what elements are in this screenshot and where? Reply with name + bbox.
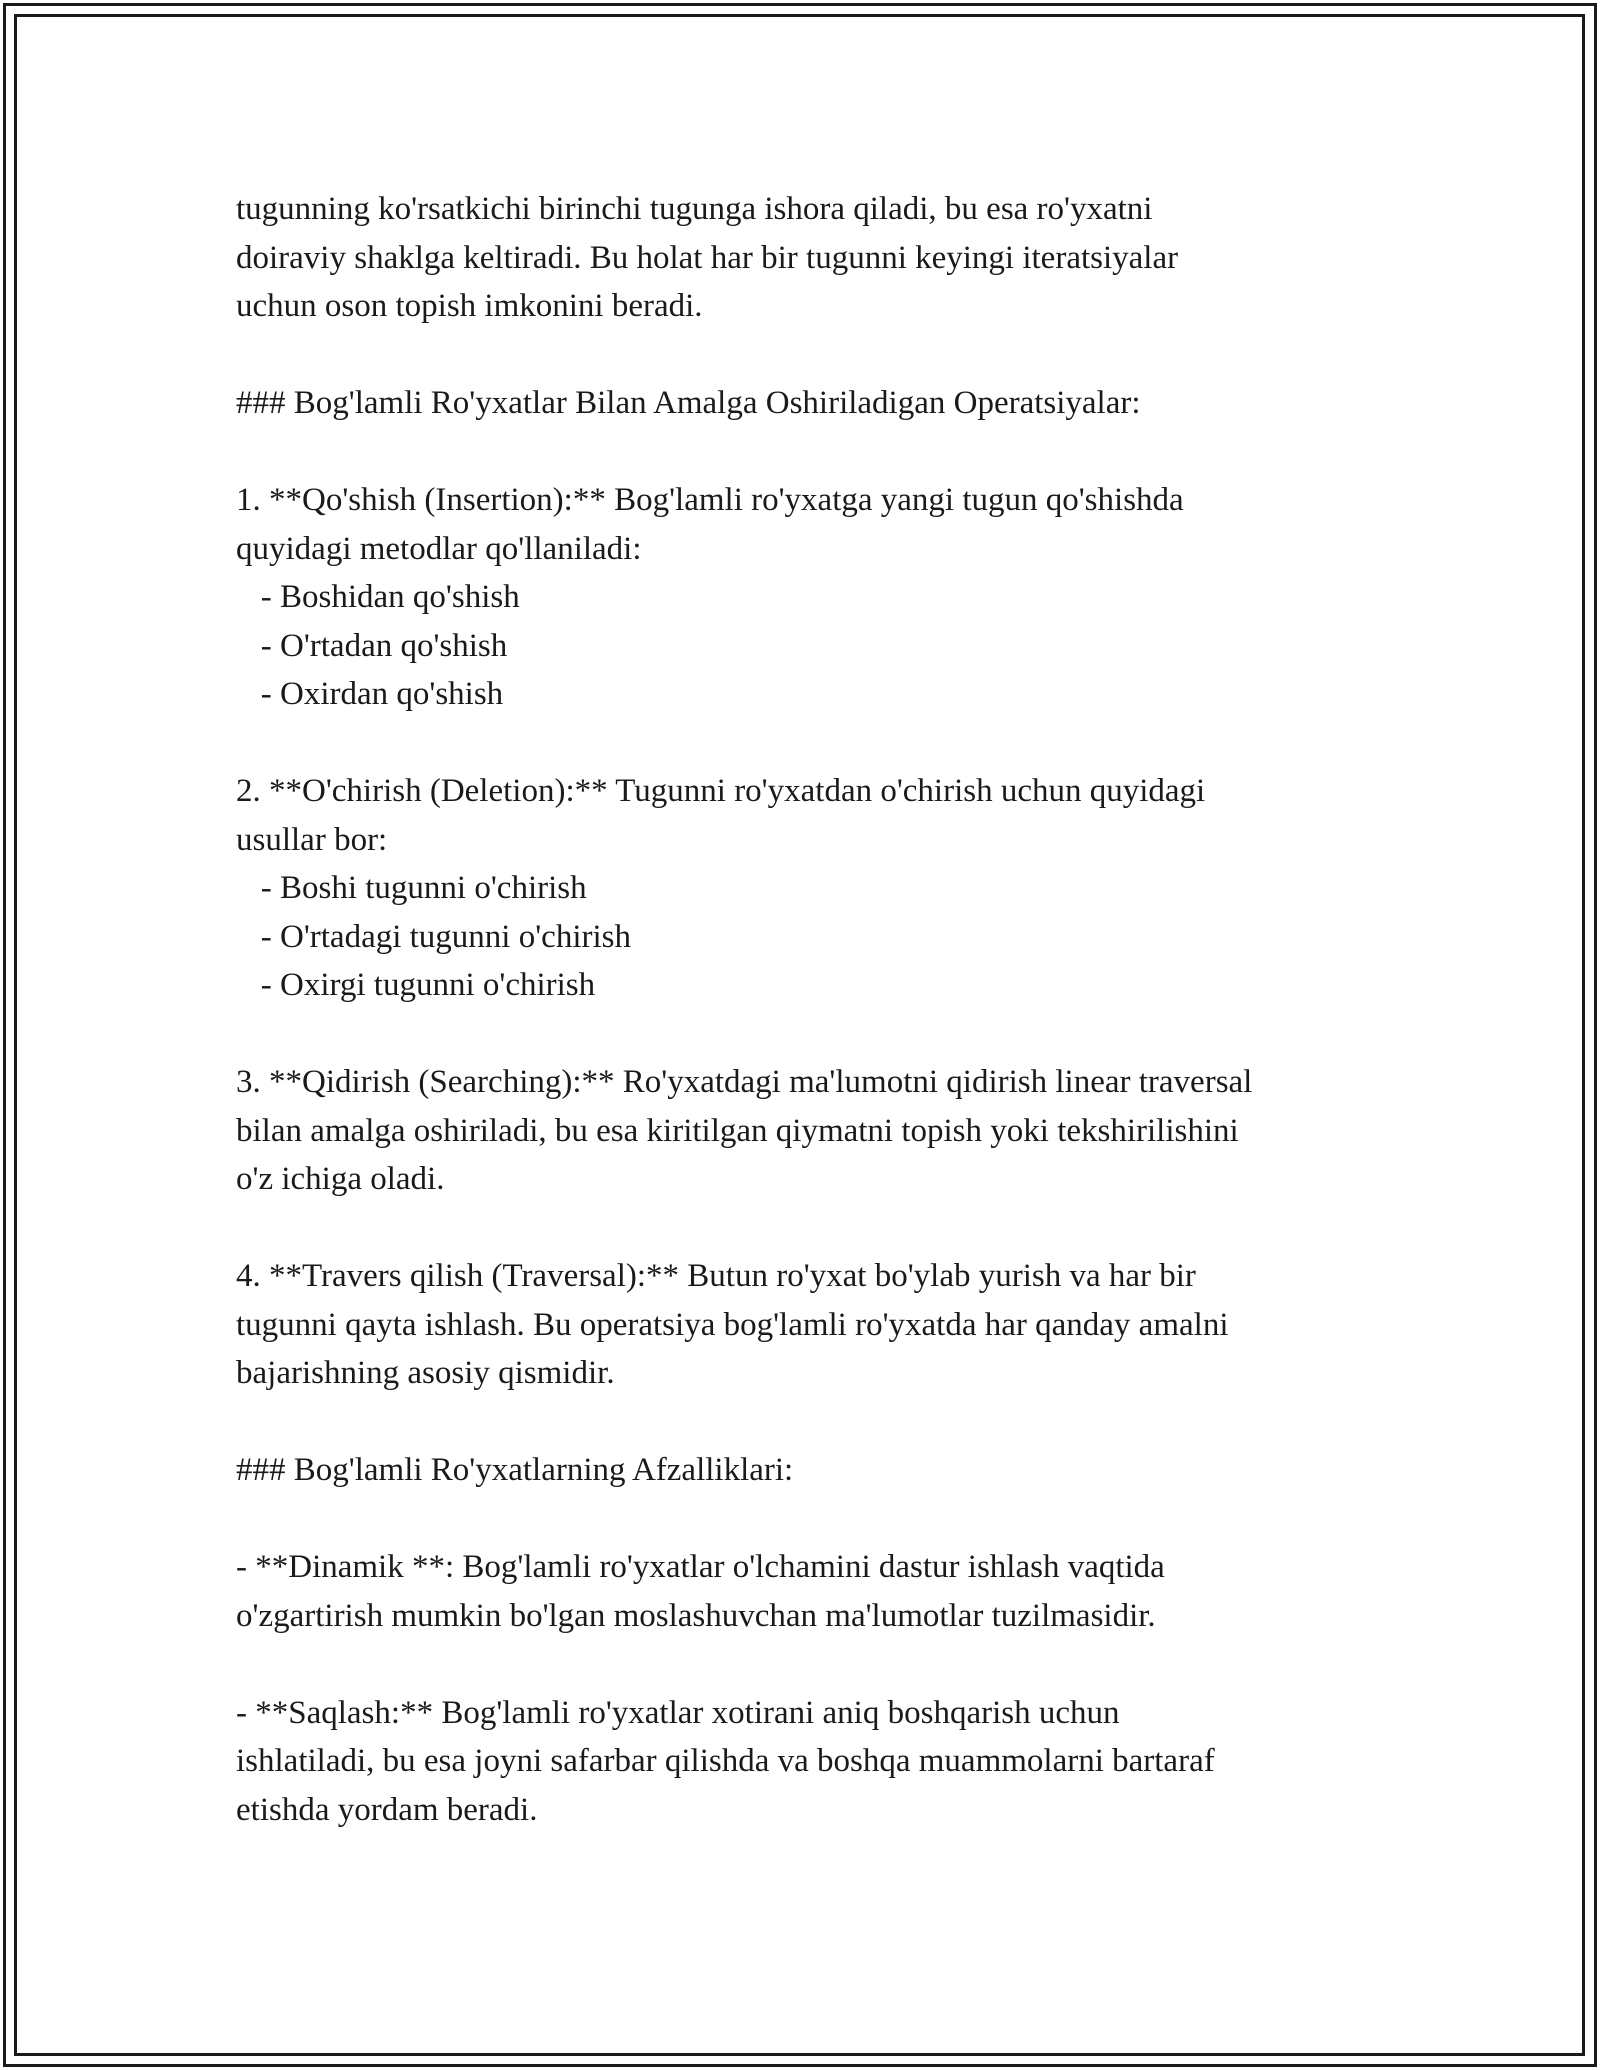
advantage-storage bbox=[236, 1689, 1416, 1835]
spacer bbox=[236, 1398, 1416, 1447]
operation-searching bbox=[236, 1058, 1416, 1204]
text-line: bilan amalga oshiriladi, bu esa kiritilgan qiymatni topish yoki tekshirilishini bbox=[236, 1112, 1239, 1149]
operation-traversal bbox=[236, 1252, 1416, 1398]
spacer bbox=[236, 428, 1416, 477]
spacer bbox=[236, 1010, 1416, 1059]
spacer bbox=[236, 1204, 1416, 1253]
text-line: etishda yordam beradi. bbox=[236, 1791, 538, 1828]
spacer bbox=[236, 1640, 1416, 1689]
text-line: 2. **O'chirish (Deletion):** Tugunni ro'yxatdan o'chirish uchun quyidagi bbox=[236, 773, 1206, 809]
text-line: - **Saqlash:** Bog'lamli ro'yxatlar xotirani aniq boshqarish uchun bbox=[236, 1694, 1120, 1731]
advantage-dynamic bbox=[236, 1543, 1416, 1640]
advantages-heading: ### Bog'lamli Ro'yxatlarning Afzalliklari: bbox=[236, 1452, 794, 1488]
list-item: - Oxirgi tugunni o'chirish bbox=[236, 967, 596, 1003]
spacer bbox=[236, 1495, 1416, 1544]
operations-heading: ### Bog'lamli Ro'yxatlar Bilan Amalga Oshiriladigan Operatsiyalar: bbox=[236, 385, 1141, 421]
text-line: o'z ichiga oladi. bbox=[236, 1161, 445, 1197]
text-line: 4. **Travers qilish (Traversal):** Butun ro'yxat bo'ylab yurish va har bir bbox=[236, 1258, 1196, 1294]
text-line: o'zgartirish mumkin bo'lgan moslashuvchan ma'lumotlar tuzilmasidir. bbox=[236, 1597, 1156, 1634]
list-item: - O'rtadan qo'shish bbox=[236, 627, 508, 664]
text-line: ishlatiladi, bu esa joyni safarbar qilishda va boshqa muammolarni bartaraf bbox=[236, 1743, 1215, 1779]
operation-deletion bbox=[236, 767, 1416, 1010]
spacer bbox=[236, 719, 1416, 768]
list-item: - Boshi tugunni o'chirish bbox=[236, 870, 587, 906]
text-line: - **Dinamik **: Bog'lamli ro'yxatlar o'lchamini dastur ishlash vaqtida bbox=[236, 1549, 1165, 1585]
text-line: usullar bor: bbox=[236, 821, 388, 858]
text-line: uchun oson topish imkonini beradi. bbox=[236, 288, 703, 324]
list-item: - Boshidan qo'shish bbox=[236, 579, 520, 615]
spacer bbox=[236, 331, 1416, 380]
text-line: doiraviy shaklga keltiradi. Bu holat har bir tugunni keyingi iteratsiyalar bbox=[236, 239, 1179, 276]
text-line: 1. **Qo'shish (Insertion):** Bog'lamli ro'yxatga yangi tugun qo'shishda bbox=[236, 482, 1184, 518]
text-line: tugunni qayta ishlash. Bu operatsiya bog'lamli ro'yxatda har qanday amalni bbox=[236, 1306, 1229, 1343]
text-line: tugunning ko'rsatkichi birinchi tugunga ishora qiladi, bu esa ro'yxatni bbox=[236, 191, 1153, 227]
text-line: 3. **Qidirish (Searching):** Ro'yxatdagi ma'lumotni qidirish linear traversal bbox=[236, 1064, 1253, 1100]
list-item: - O'rtadagi tugunni o'chirish bbox=[236, 918, 631, 955]
operation-insertion bbox=[236, 476, 1416, 719]
text-line: bajarishning asosiy qismidir. bbox=[236, 1355, 615, 1391]
intro-paragraph bbox=[236, 185, 1416, 331]
text-line: quyidagi metodlar qo'llaniladi: bbox=[236, 530, 642, 567]
list-item: - Oxirdan qo'shish bbox=[236, 676, 504, 712]
document-body bbox=[236, 185, 1416, 1834]
